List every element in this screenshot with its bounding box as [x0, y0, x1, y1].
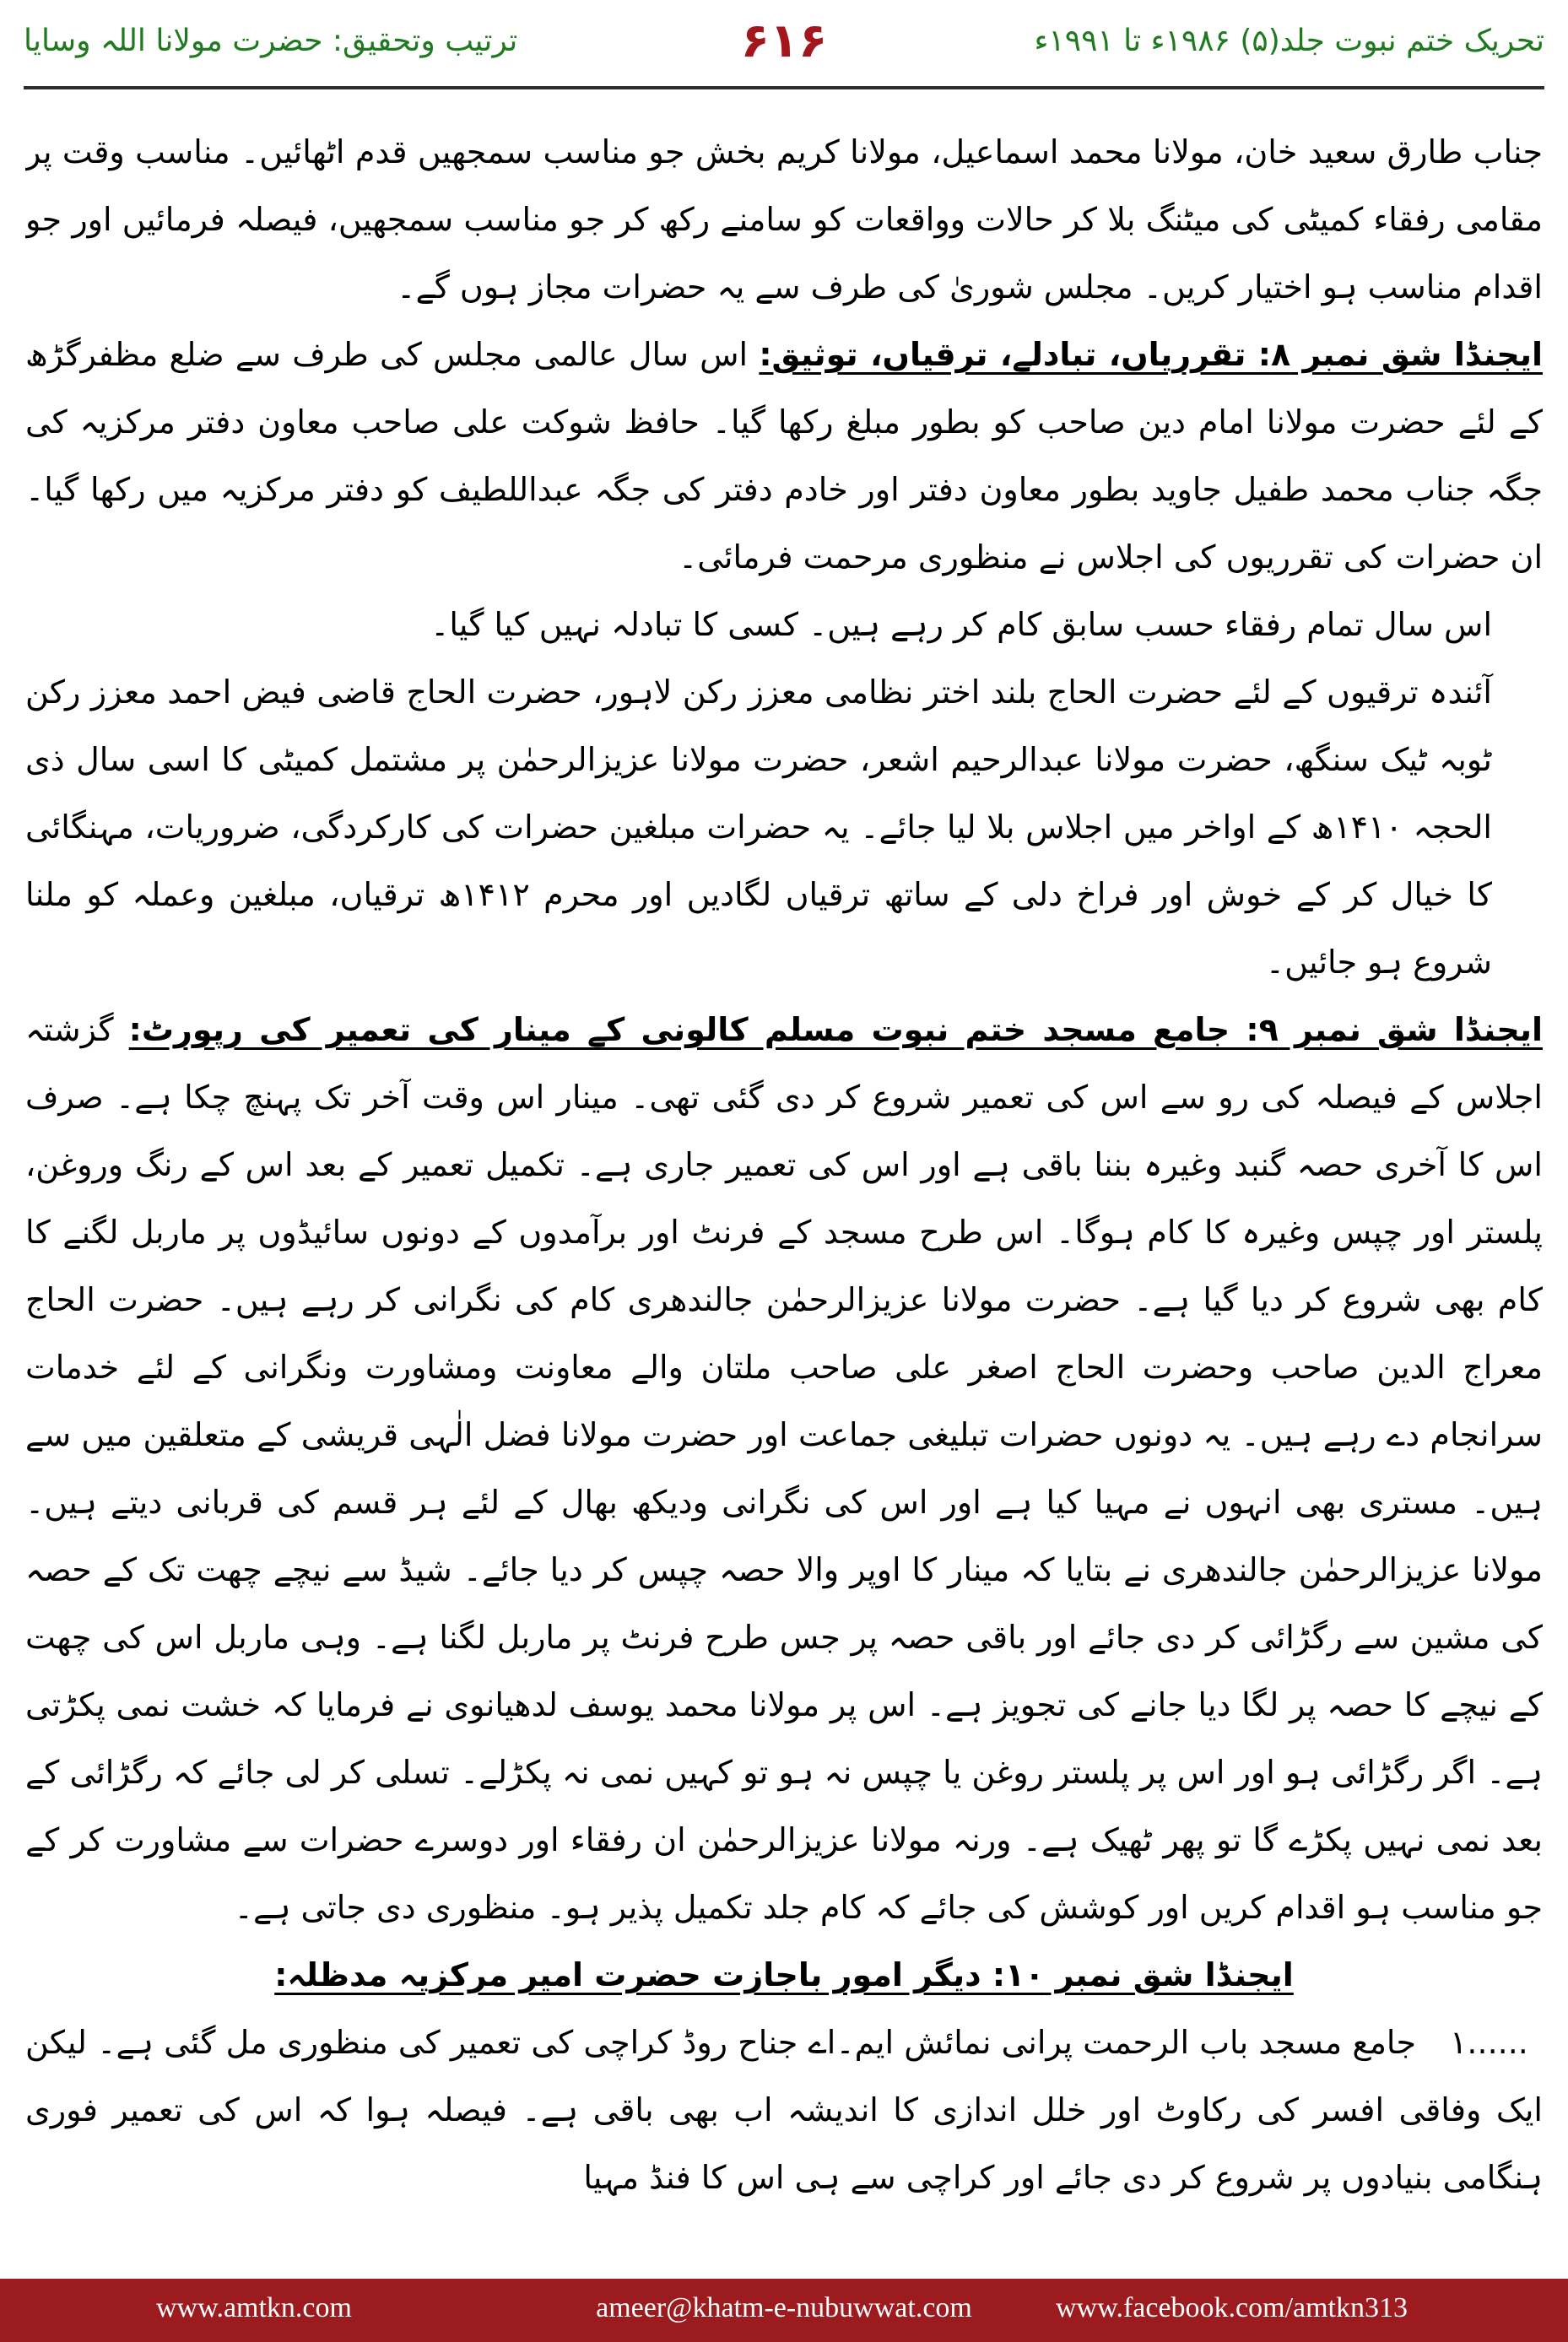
agenda-9-heading: ایجنڈا شق نمبر ۹: جامع مسجد ختم نبوت مسلم کالونی کے مینار کی تعمیر کی رپورٹ:	[128, 1011, 1543, 1048]
header-book-title: تحریک ختم نبوت جلد(۵) ۱۹۸۶ء تا ۱۹۹۱ء	[1034, 24, 1544, 58]
agenda-10-heading: ایجنڈا شق نمبر ۱۰: دیگر امور باجازت حضرت امیر مرکزیہ مدظلہ:	[274, 1956, 1294, 1993]
agenda-10-item-1	[25, 2009, 1543, 2211]
page-header	[0, 0, 1568, 93]
paragraph-1: جناب طارق سعید خان، مولانا محمد اسماعیل، مولانا کریم بخش جو مناسب سمجھیں قدم اٹھائیں۔ مناسب وقت پر مقامی رفقاء کمیٹی کی میٹنگ بلا کر حالات وواقعات کو سامنے رکھ کر جو مناسب سمجھیں، فیصلہ فرمائیں اور جو اقدام مناسب ہو اختیار کریں۔ مجلس شوریٰ کی طرف سے یہ حضرات مجاز ہوں گے۔	[25, 133, 1543, 306]
agenda-8-paragraph-3: آئندہ ترقیوں کے لئے حضرت الحاج بلند اختر نظامی معزز رکن لاہور، حضرت الحاج قاضی فیض احمد معزز رکن ٹوبہ ٹیک سنگھ، حضرت مولانا عبدالرحیم اشعر، حضرت مولانا عزیزالرحمٰن پر مشتمل کمیٹی کا اسی سال ذی الحجہ ۱۴۱۰ھ کے اواخر میں اجلاس بلا لیا جائے۔ یہ حضرات مبلغین حضرات کی کارکردگی، ضروریات، مہنگائی کا خیال کر کے خوش اور فراخ دلی کے ساتھ ترقیاں لگادیں اور محرم ۱۴۱۲ھ ترقیاں، مبلغین وعملہ کو ملنا شروع ہو جائیں۔	[25, 673, 1492, 981]
item-1-text: جامع مسجد باب الرحمت پرانی نمائش ایم۔اے جناح روڈ کراچی کی تعمیر کی منظوری مل گئی ہے۔ لیکن ایک وفاقی افسر کی رکاوٹ اور خلل اندازی کا اندیشہ اب بھی باقی ہے۔ فیصلہ ہوا کہ اس کی تعمیر فوری ہنگامی بنیادوں پر شروع کر دی جائے اور کراچی سے ہی اس کا فنڈ مہیا	[25, 2024, 1543, 2196]
footer-website-link[interactable]: www.amtkn.com	[156, 2292, 352, 2323]
agenda-8-body: اس سال عالمی مجلس کی طرف سے ضلع مظفرگڑھ کے لئے حضرت مولانا امام دین صاحب کو بطور مبلغ رکھا گیا۔ حافظ شوکت علی صاحب معاون دفتر مرکزیہ کی جگہ جناب محمد طفیل جاوید بطور معاون دفتر اور خادم دفتر کی جگہ عبداللطیف کو دفتر مرکزیہ میں رکھا گیا۔ ان حضرات کی تقرریوں کی اجلاس نے منظوری مرحمت فرمائی۔	[25, 336, 1543, 576]
header-compiler: ترتیب وتحقیق: حضرت مولانا اللہ وسایا	[24, 24, 518, 58]
agenda-10-heading-line	[25, 1941, 1543, 2009]
agenda-8-paragraph-2: اس سال تمام رفقاء حسب سابق کام کر رہے ہیں۔ کسی کا تبادلہ نہیں کیا گیا۔	[430, 606, 1492, 643]
agenda-9-paragraph	[25, 996, 1543, 1941]
header-divider	[24, 86, 1544, 89]
agenda-8-paragraph	[25, 321, 1543, 591]
item-number: ۱......	[1450, 2024, 1528, 2061]
page-number: ۶۱۶	[740, 14, 828, 68]
footer-email-link[interactable]: ameer@khatm-e-nubuwwat.com	[596, 2292, 972, 2323]
agenda-9-body: گزشتہ اجلاس کے فیصلہ کی رو سے اس کی تعمیر شروع کر دی گئی تھی۔ مینار اس وقت آخر تک پہنچ چکا ہے۔ صرف اس کا آخری حصہ گنبد وغیرہ بننا باقی ہے اور اس کی تعمیر جاری ہے۔ تکمیل تعمیر کے بعد اس کے رنگ وروغن، پلستر اور چپس وغیرہ کا کام ہوگا۔ اس طرح مسجد کے فرنٹ اور برآمدوں کے دونوں سائیڈوں پر ماربل لگنے کا کام بھی شروع کر دیا گیا ہے۔ حضرت مولانا عزیزالرحمٰن جالندھری کام کی نگرانی کر رہے ہیں۔ حضرت الحاج معراج الدین صاحب وحضرت الحاج اصغر علی صاحب ملتان والے معاونت ومشاورت ونگرانی کے لئے خدمات سرانجام دے رہے ہیں۔ یہ دونوں حضرات تبلیغی جماعت اور حضرت مولانا فضل الٰہی قریشی کے متعلقین میں سے ہیں۔ مستری بھی انہوں نے مہیا کیا ہے اور اس کی نگرانی ودیکھ بھال کے لئے ہر قسم کی قربانی دیتے ہیں۔ مولانا عزیزالرحمٰن جالندھری نے بتایا کہ مینار کا اوپر والا حصہ چپس کر دیا جائے۔ شیڈ سے نیچے چھت تک کے حصہ کی مشین سے رگڑائی کر دی جائے اور باقی حصہ پر جس طرح فرنٹ پر ماربل لگنا ہے۔ وہی ماربل اس کی چھت کے نیچے کا حصہ پر لگا دیا جانے کی تجویز ہے۔ اس پر مولانا محمد یوسف لدھیانوی نے فرمایا کہ خشت نمی پکڑتی ہے۔ اگر رگڑائی ہو اور اس پر پلستر روغن یا چپس نہ ہو تو کہیں نمی نہ پکڑلے۔ تسلی کر لی جائے کہ رگڑائی کے بعد نمی نہیں پکڑے گا تو پھر ٹھیک ہے۔ ورنہ مولانا عزیزالرحمٰن ان رفقاء اور دوسرے حضرات سے مشاورت کر کے جو مناسب ہو اقدام کریں اور کوشش کی جائے کہ کام جلد تکمیل پذیر ہو۔ منظوری دی جاتی ہے۔	[25, 1011, 1543, 1926]
agenda-8-heading: ایجنڈا شق نمبر ۸: تقرریاں، تبادلے، ترقیاں، توثیق:	[759, 336, 1543, 373]
page-footer	[0, 2279, 1568, 2342]
footer-facebook-link[interactable]: www.facebook.com/amtkn313	[1055, 2292, 1408, 2323]
page-body	[25, 118, 1543, 2249]
